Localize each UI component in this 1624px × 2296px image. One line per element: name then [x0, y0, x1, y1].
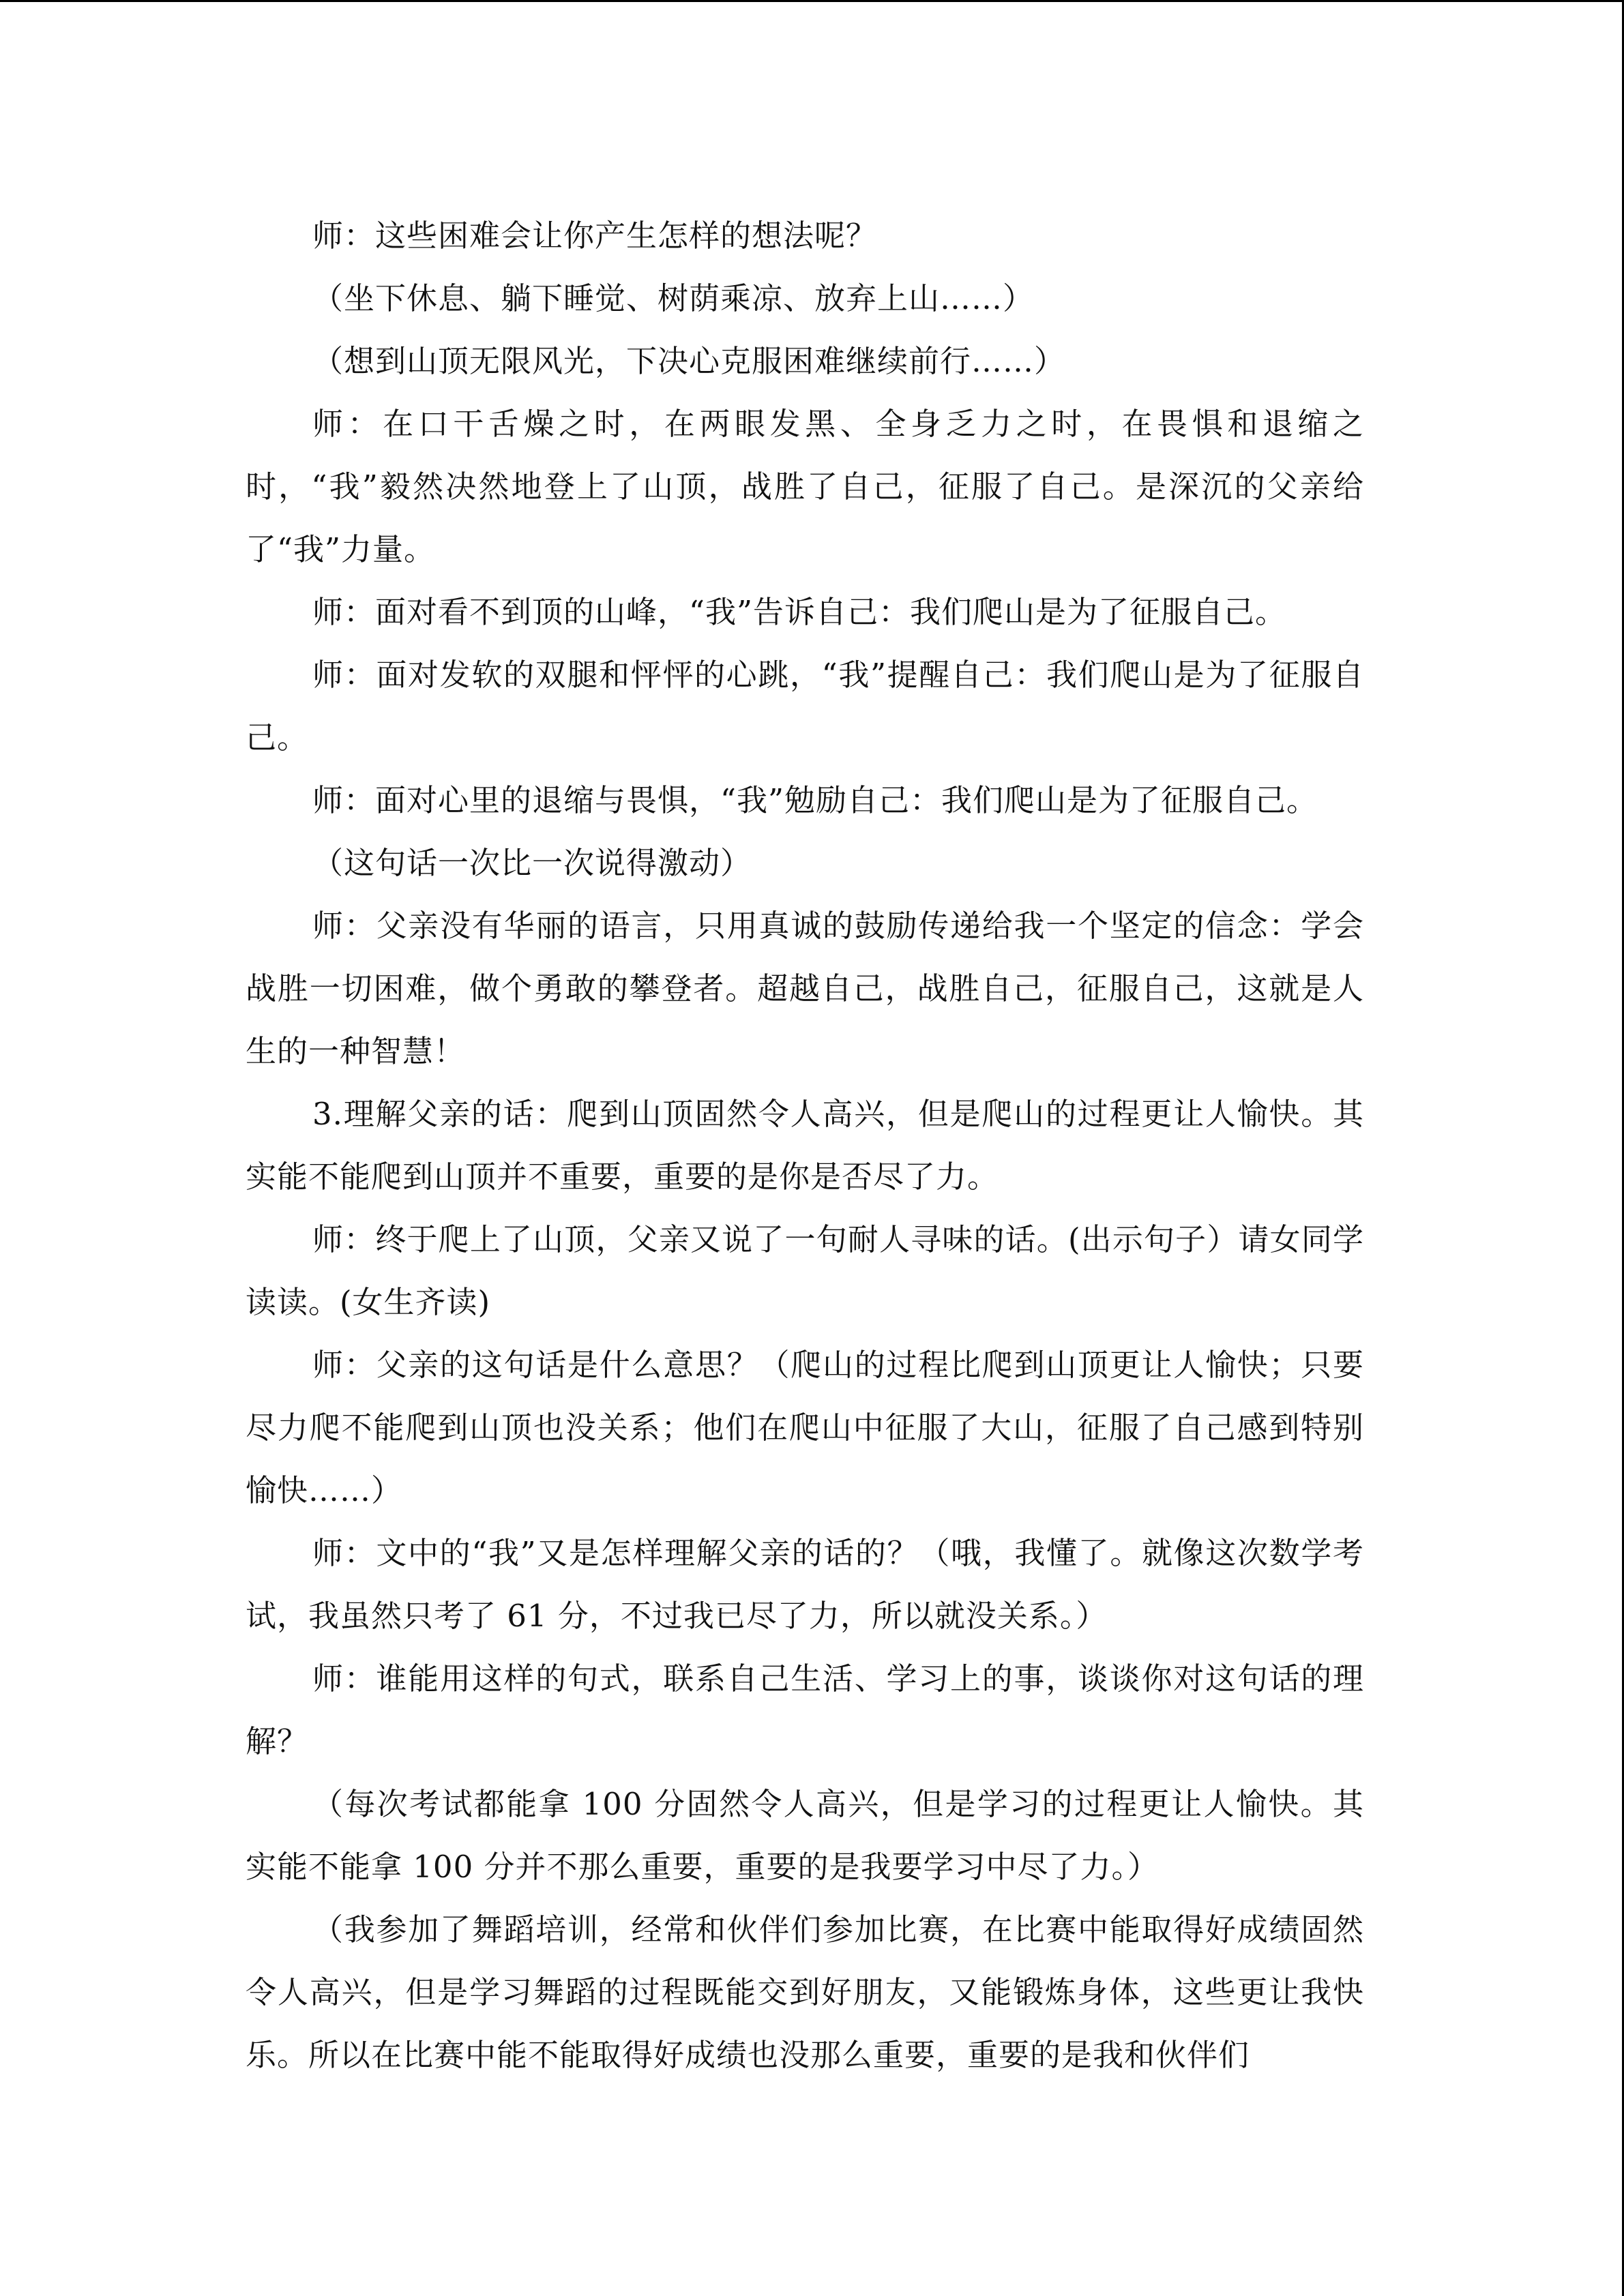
paragraph: 师：父亲没有华丽的语言，只用真诚的鼓励传递给我一个坚定的信念：学会战胜一切困难，做个勇敢的攀登者。超越自己，战胜自己，征服自己，这就是人生的一种智慧！	[246, 908, 1364, 1069]
page-border-top	[0, 0, 1624, 2]
paragraph: （坐下休息、躺下睡觉、树荫乘凉、放弃上山……）	[312, 280, 1035, 316]
document-body	[246, 205, 1364, 2087]
paragraph: （这句话一次比一次说得激动）	[312, 845, 752, 881]
paragraph: 师：文中的“我”又是怎样理解父亲的话的？（哦，我懂了。就像这次数学考试，我虽然只考了 61 分，不过我已尽了力，所以就没关系。）	[246, 1535, 1364, 1634]
paragraph: （每次考试都能拿 100 分固然令人高兴，但是学习的过程更让人愉快。其实能不能拿 100 分并不那么重要，重要的是我要学习中尽了力。）	[246, 1786, 1364, 1885]
paragraph: 师：在口干舌燥之时，在两眼发黑、全身乏力之时，在畏惧和退缩之时，“我”毅然决然地登上了山顶，战胜了自己，征服了自己。是深沉的父亲给了“我”力量。	[246, 406, 1364, 567]
paragraph: 师：终于爬上了山顶，父亲又说了一句耐人寻味的话。(出示句子）请女同学读读。(女生齐读)	[246, 1221, 1364, 1320]
paragraph: 师：谁能用这样的句式，联系自己生活、学习上的事，谈谈你对这句话的理解？	[246, 1660, 1364, 1759]
paragraph: 3.理解父亲的话：爬到山顶固然令人高兴，但是爬山的过程更让人愉快。其实能不能爬到山顶并不重要，重要的是你是否尽了力。	[246, 1096, 1364, 1195]
paragraph: 师：面对发软的双腿和怦怦的心跳，“我”提醒自己：我们爬山是为了征服自己。	[246, 657, 1364, 756]
paragraph: 师：父亲的这句话是什么意思？（爬山的过程比爬到山顶更让人愉快；只要尽力爬不能爬到山顶也没关系；他们在爬山中征服了大山，征服了自己感到特别愉快……）	[246, 1347, 1364, 1508]
paragraph: （我参加了舞蹈培训，经常和伙伴们参加比赛，在比赛中能取得好成绩固然令人高兴，但是学习舞蹈的过程既能交到好朋友，又能锻炼身体，这些更让我快乐。所以在比赛中能不能取得好成绩也没那么重要，重要的是我和伙伴们	[246, 1911, 1364, 2073]
paragraph: 师：这些困难会让你产生怎样的想法呢？	[312, 218, 878, 254]
paragraph: 师：面对心里的退缩与畏惧，“我”勉励自己：我们爬山是为了征服自己。	[312, 782, 1318, 818]
paragraph: 师：面对看不到顶的山峰，“我”告诉自己：我们爬山是为了征服自己。	[312, 594, 1287, 630]
paragraph: （想到山顶无限风光，下决心克服困难继续前行……）	[312, 343, 1066, 379]
